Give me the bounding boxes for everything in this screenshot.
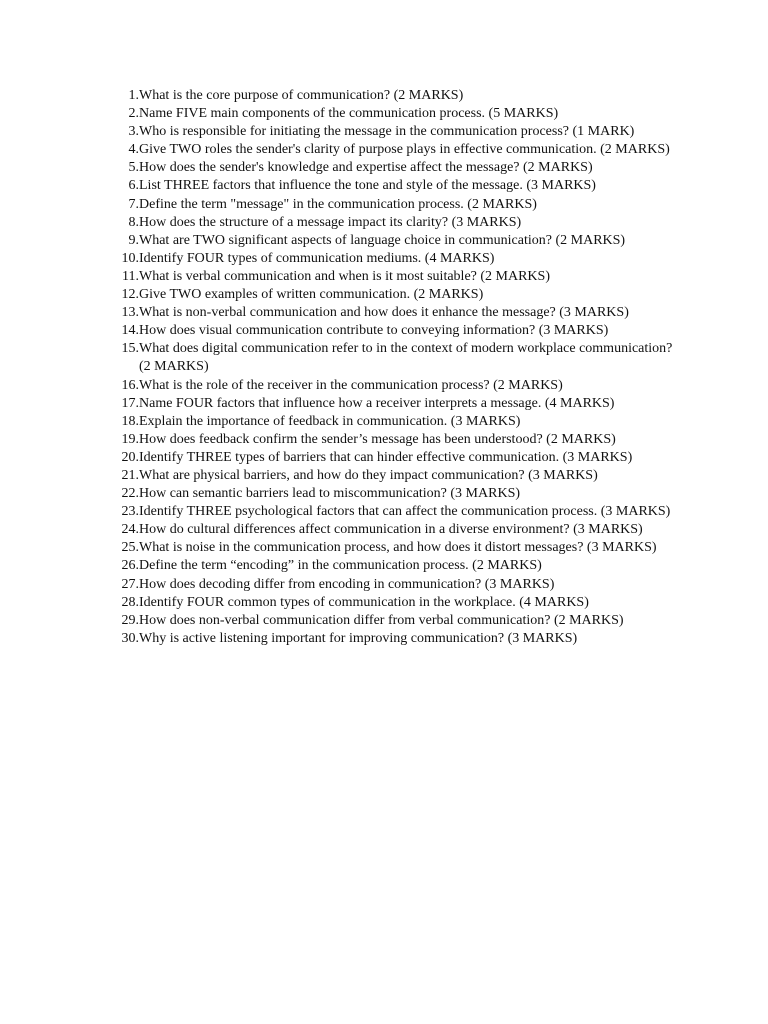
question-text: How does non-verbal communication differ from verbal communication? (2 MARKS)	[139, 612, 624, 628]
question-number: 24.	[121, 522, 139, 538]
question-text: Explain the importance of feedback in communication. (3 MARKS)	[139, 413, 521, 429]
question-number: 21.	[121, 467, 139, 483]
question-item	[104, 413, 674, 431]
question-item	[104, 576, 674, 594]
question-text: What is the core purpose of communication? (2 MARKS)	[139, 88, 464, 103]
question-number: 26.	[121, 558, 139, 574]
question-number: 28.	[121, 594, 139, 610]
question-text: What is non-verbal communication and how does it enhance the message? (3 MARKS)	[139, 305, 629, 321]
question-number: 11.	[122, 268, 139, 284]
question-text: How do cultural differences affect communication in a diverse environment? (3 MARKS)	[139, 522, 643, 538]
question-item	[104, 503, 674, 521]
question-number: 9.	[128, 232, 139, 248]
question-number: 7.	[128, 196, 139, 212]
question-number: 4.	[128, 142, 139, 158]
question-number: 19.	[121, 431, 139, 447]
question-text: What does digital communication refer to in the context of modern workplace communication? (2 MARKS)	[139, 341, 673, 375]
question-item	[104, 177, 674, 195]
question-text: How does the sender's knowledge and expertise affect the message? (2 MARKS)	[139, 160, 593, 176]
question-text: Identify THREE psychological factors that can affect the communication process. (3 MARKS)	[139, 504, 671, 520]
question-text: Identify THREE types of barriers that can hinder effective communication. (3 MARKS)	[139, 449, 633, 465]
question-item	[104, 250, 674, 268]
question-item	[104, 214, 674, 232]
question-text: Who is responsible for initiating the message in the communication process? (1 MARK)	[139, 124, 635, 140]
question-text: What is verbal communication and when is it most suitable? (2 MARKS)	[139, 268, 550, 284]
question-number: 17.	[121, 395, 139, 411]
question-number: 14.	[121, 323, 139, 339]
question-item	[104, 612, 674, 630]
question-text: Name FIVE main components of the communication process. (5 MARKS)	[139, 106, 559, 122]
question-item	[104, 232, 674, 250]
question-number: 22.	[121, 486, 139, 502]
question-text: Define the term "message" in the communication process. (2 MARKS)	[139, 196, 537, 212]
question-number: 8.	[128, 214, 139, 230]
question-text: How does decoding differ from encoding in communication? (3 MARKS)	[139, 576, 555, 592]
question-text: What is noise in the communication process, and how does it distort messages? (3 MARKS)	[139, 540, 657, 556]
question-item	[104, 340, 674, 376]
question-number: 18.	[121, 413, 139, 429]
question-text: How can semantic barriers lead to miscommunication? (3 MARKS)	[139, 486, 521, 502]
question-item	[104, 467, 674, 485]
question-number: 3.	[128, 124, 139, 140]
question-item	[104, 105, 674, 123]
question-item	[104, 449, 674, 467]
question-number: 29.	[121, 612, 139, 628]
question-number: 15.	[121, 341, 139, 357]
question-item	[104, 196, 674, 214]
question-text: What are physical barriers, and how do they impact communication? (3 MARKS)	[139, 467, 598, 483]
question-number: 1.	[128, 88, 139, 103]
question-text: How does the structure of a message impact its clarity? (3 MARKS)	[139, 214, 522, 230]
question-item	[104, 395, 674, 413]
question-text: How does feedback confirm the sender’s message has been understood? (2 MARKS)	[139, 431, 616, 447]
question-number: 25.	[121, 540, 139, 556]
question-item	[104, 123, 674, 141]
question-number: 16.	[121, 377, 139, 393]
question-list	[104, 87, 674, 648]
question-number: 6.	[128, 178, 139, 194]
question-text: How does visual communication contribute to conveying information? (3 MARKS)	[139, 323, 609, 339]
question-text: Give TWO examples of written communication. (2 MARKS)	[139, 287, 484, 303]
question-item	[104, 304, 674, 322]
question-text: Name FOUR factors that influence how a receiver interprets a message. (4 MARKS)	[139, 395, 615, 411]
question-item	[104, 557, 674, 575]
question-item	[104, 431, 674, 449]
question-text: Identify FOUR common types of communication in the workplace. (4 MARKS)	[139, 594, 589, 610]
question-item	[104, 159, 674, 177]
question-item	[104, 141, 674, 159]
question-text: Why is active listening important for improving communication? (3 MARKS)	[139, 630, 578, 646]
question-number: 13.	[121, 305, 139, 321]
question-item	[104, 521, 674, 539]
question-number: 12.	[121, 287, 139, 303]
question-number: 5.	[128, 160, 139, 176]
question-text: Identify FOUR types of communication mediums. (4 MARKS)	[139, 250, 495, 266]
question-text: Give TWO roles the sender's clarity of purpose plays in effective communication. (2 MARKS)	[139, 142, 670, 158]
question-item	[104, 268, 674, 286]
question-item	[104, 485, 674, 503]
question-text: List THREE factors that influence the tone and style of the message. (3 MARKS)	[139, 178, 596, 194]
question-text: What is the role of the receiver in the communication process? (2 MARKS)	[139, 377, 563, 393]
question-item	[104, 630, 674, 648]
question-item	[104, 87, 674, 105]
question-number: 23.	[121, 504, 139, 520]
question-number: 30.	[121, 630, 139, 646]
question-item	[104, 594, 674, 612]
question-number: 20.	[121, 449, 139, 465]
question-number: 10.	[121, 250, 139, 266]
question-item	[104, 539, 674, 557]
question-number: 2.	[128, 106, 139, 122]
question-item	[104, 377, 674, 395]
question-number: 27.	[121, 576, 139, 592]
question-text: Define the term “encoding” in the communication process. (2 MARKS)	[139, 558, 542, 574]
question-item	[104, 286, 674, 304]
question-item	[104, 322, 674, 340]
question-text: What are TWO significant aspects of language choice in communication? (2 MARKS)	[139, 232, 626, 248]
